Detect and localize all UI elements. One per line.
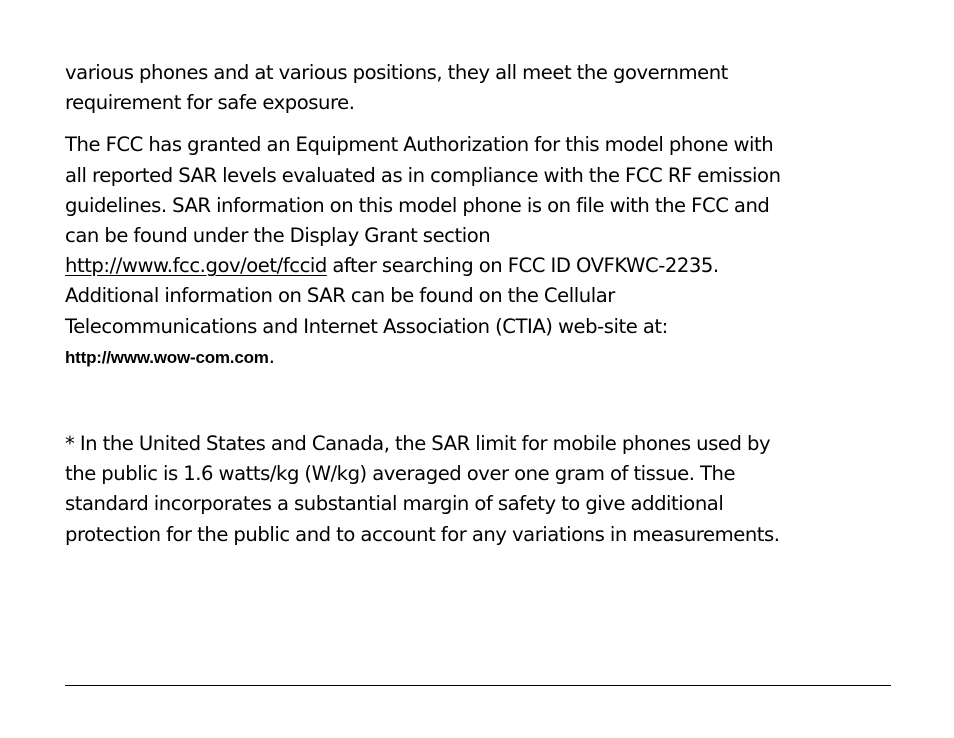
text-fragment: . <box>268 344 275 368</box>
footer-rule <box>65 685 891 686</box>
fcc-id-link[interactable]: http://www.fcc.gov/oet/fccid <box>65 254 327 278</box>
text-line: Additional information on SAR can be found on the Cellular <box>65 284 615 308</box>
text-line: the public is 1.6 watts/kg (W/kg) averaged over one gram of tissue. The <box>65 462 736 486</box>
paragraph-spacer <box>65 373 895 429</box>
text-line: protection for the public and to account for any variations in measurements. <box>65 522 780 546</box>
text-line: guidelines. SAR information on this model phone is on file with the FCC and <box>65 193 770 217</box>
text-line: various phones and at various positions, they all meet the government <box>65 61 728 84</box>
ctia-url: http://www.wow-com.com <box>65 347 269 367</box>
text-line: requirement for safe exposure. <box>65 91 355 115</box>
text-line: * In the United States and Canada, the SAR limit for mobile phones used by <box>65 432 771 456</box>
text-line-with-url <box>65 342 895 373</box>
sar-limit-footnote <box>65 429 895 550</box>
fcc-authorization-paragraph <box>65 130 895 373</box>
text-line: can be found under the Display Grant section <box>65 224 491 248</box>
text-line: standard incorporates a substantial margin of safety to give additional <box>65 492 724 516</box>
document-page <box>65 58 895 550</box>
text-fragment: after searching on FCC ID OVFKWC-2235. <box>326 254 719 278</box>
text-line: all reported SAR levels evaluated as in compliance with the FCC RF emission <box>65 163 781 187</box>
text-line-with-link <box>65 251 895 281</box>
text-line: The FCC has granted an Equipment Authorization for this model phone with <box>65 133 774 157</box>
safe-exposure-paragraph <box>65 58 895 118</box>
text-line: Telecommunications and Internet Association (CTIA) web-site at: <box>65 314 668 338</box>
